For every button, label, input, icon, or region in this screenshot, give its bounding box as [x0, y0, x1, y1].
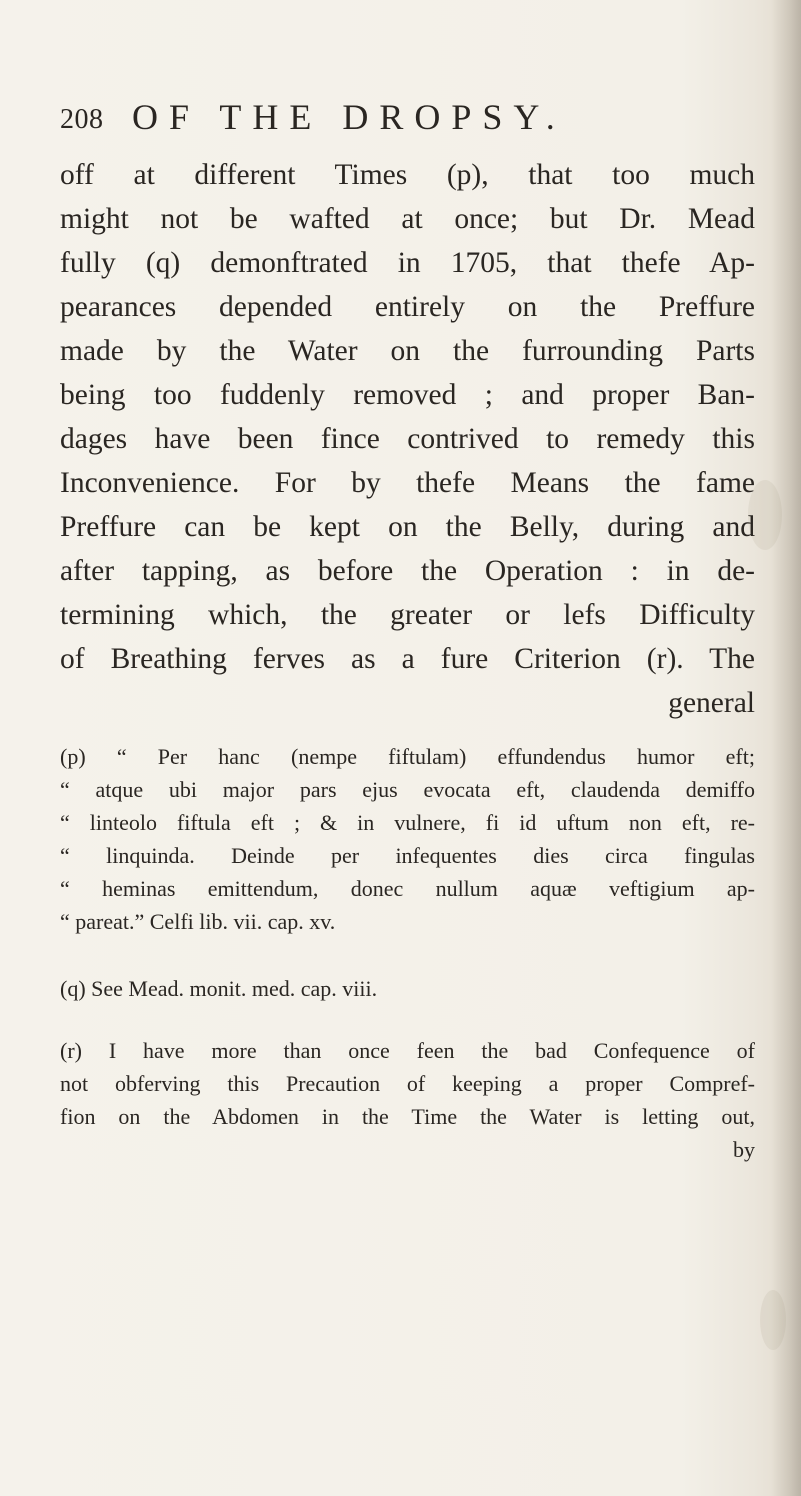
text-line: after tapping, as before the Operation : in de-: [60, 555, 755, 587]
catchword: by: [733, 1137, 755, 1162]
footnote-q: [60, 972, 755, 1005]
text-line: being too fuddenly removed ; and proper Ban-: [60, 379, 755, 411]
main-text: [60, 153, 755, 725]
text-line: might not be wafted at once; but Dr. Mead: [60, 203, 755, 235]
footnote-p: [60, 740, 755, 938]
text-line: Inconvenience. For by thefe Means the fame: [60, 467, 755, 499]
footnote-line: “ linteolo fiftula eft ; & in vulnere, fi id uftum non eft, re-: [60, 810, 755, 835]
text-line: pearances depended entirely on the Preffure: [60, 291, 755, 323]
footnote-r: [60, 1034, 755, 1166]
footnote-line: “ linquinda. Deinde per infequentes dies circa fingulas: [60, 843, 755, 868]
footnote-line: (p) “ Per hanc (nempe fiftulam) effundendus humor eft;: [60, 744, 755, 769]
paper-stain: [760, 1290, 786, 1350]
running-head: OF THE DROPSY.: [132, 97, 566, 137]
footnote-line: (q) See Mead. monit. med. cap. viii.: [60, 976, 378, 1001]
footnote-line: “ heminas emittendum, donec nullum aquæ veftigium ap-: [60, 876, 755, 901]
footnote-line: (r) I have more than once feen the bad Confequence of: [60, 1038, 755, 1063]
footnote-line: “ pareat.” Celfi lib. vii. cap. xv.: [60, 909, 336, 934]
text-line: made by the Water on the furrounding Parts: [60, 335, 755, 367]
page-number: 208: [60, 104, 104, 135]
text-line: fully (q) demonftrated in 1705, that thefe Ap-: [60, 247, 755, 279]
text-line: Preffure can be kept on the Belly, during and: [60, 511, 755, 543]
footnote-line: not obferving this Precaution of keeping a proper Compref-: [60, 1071, 755, 1096]
text-line: termining which, the greater or lefs Difficulty: [60, 599, 755, 631]
page-header: [60, 96, 760, 146]
text-line: dages have been fince contrived to remedy this: [60, 423, 755, 455]
catchword: general: [668, 687, 755, 719]
footnote-line: fion on the Abdomen in the Time the Water is letting out,: [60, 1104, 755, 1129]
footnote-line: “ atque ubi major pars ejus evocata eft, claudenda demiffo: [60, 777, 755, 802]
text-line: off at different Times (p), that too much: [60, 159, 755, 191]
page-edge-shadow: [771, 0, 801, 1496]
text-line: of Breathing ferves as a fure Criterion (r). The: [60, 643, 755, 675]
